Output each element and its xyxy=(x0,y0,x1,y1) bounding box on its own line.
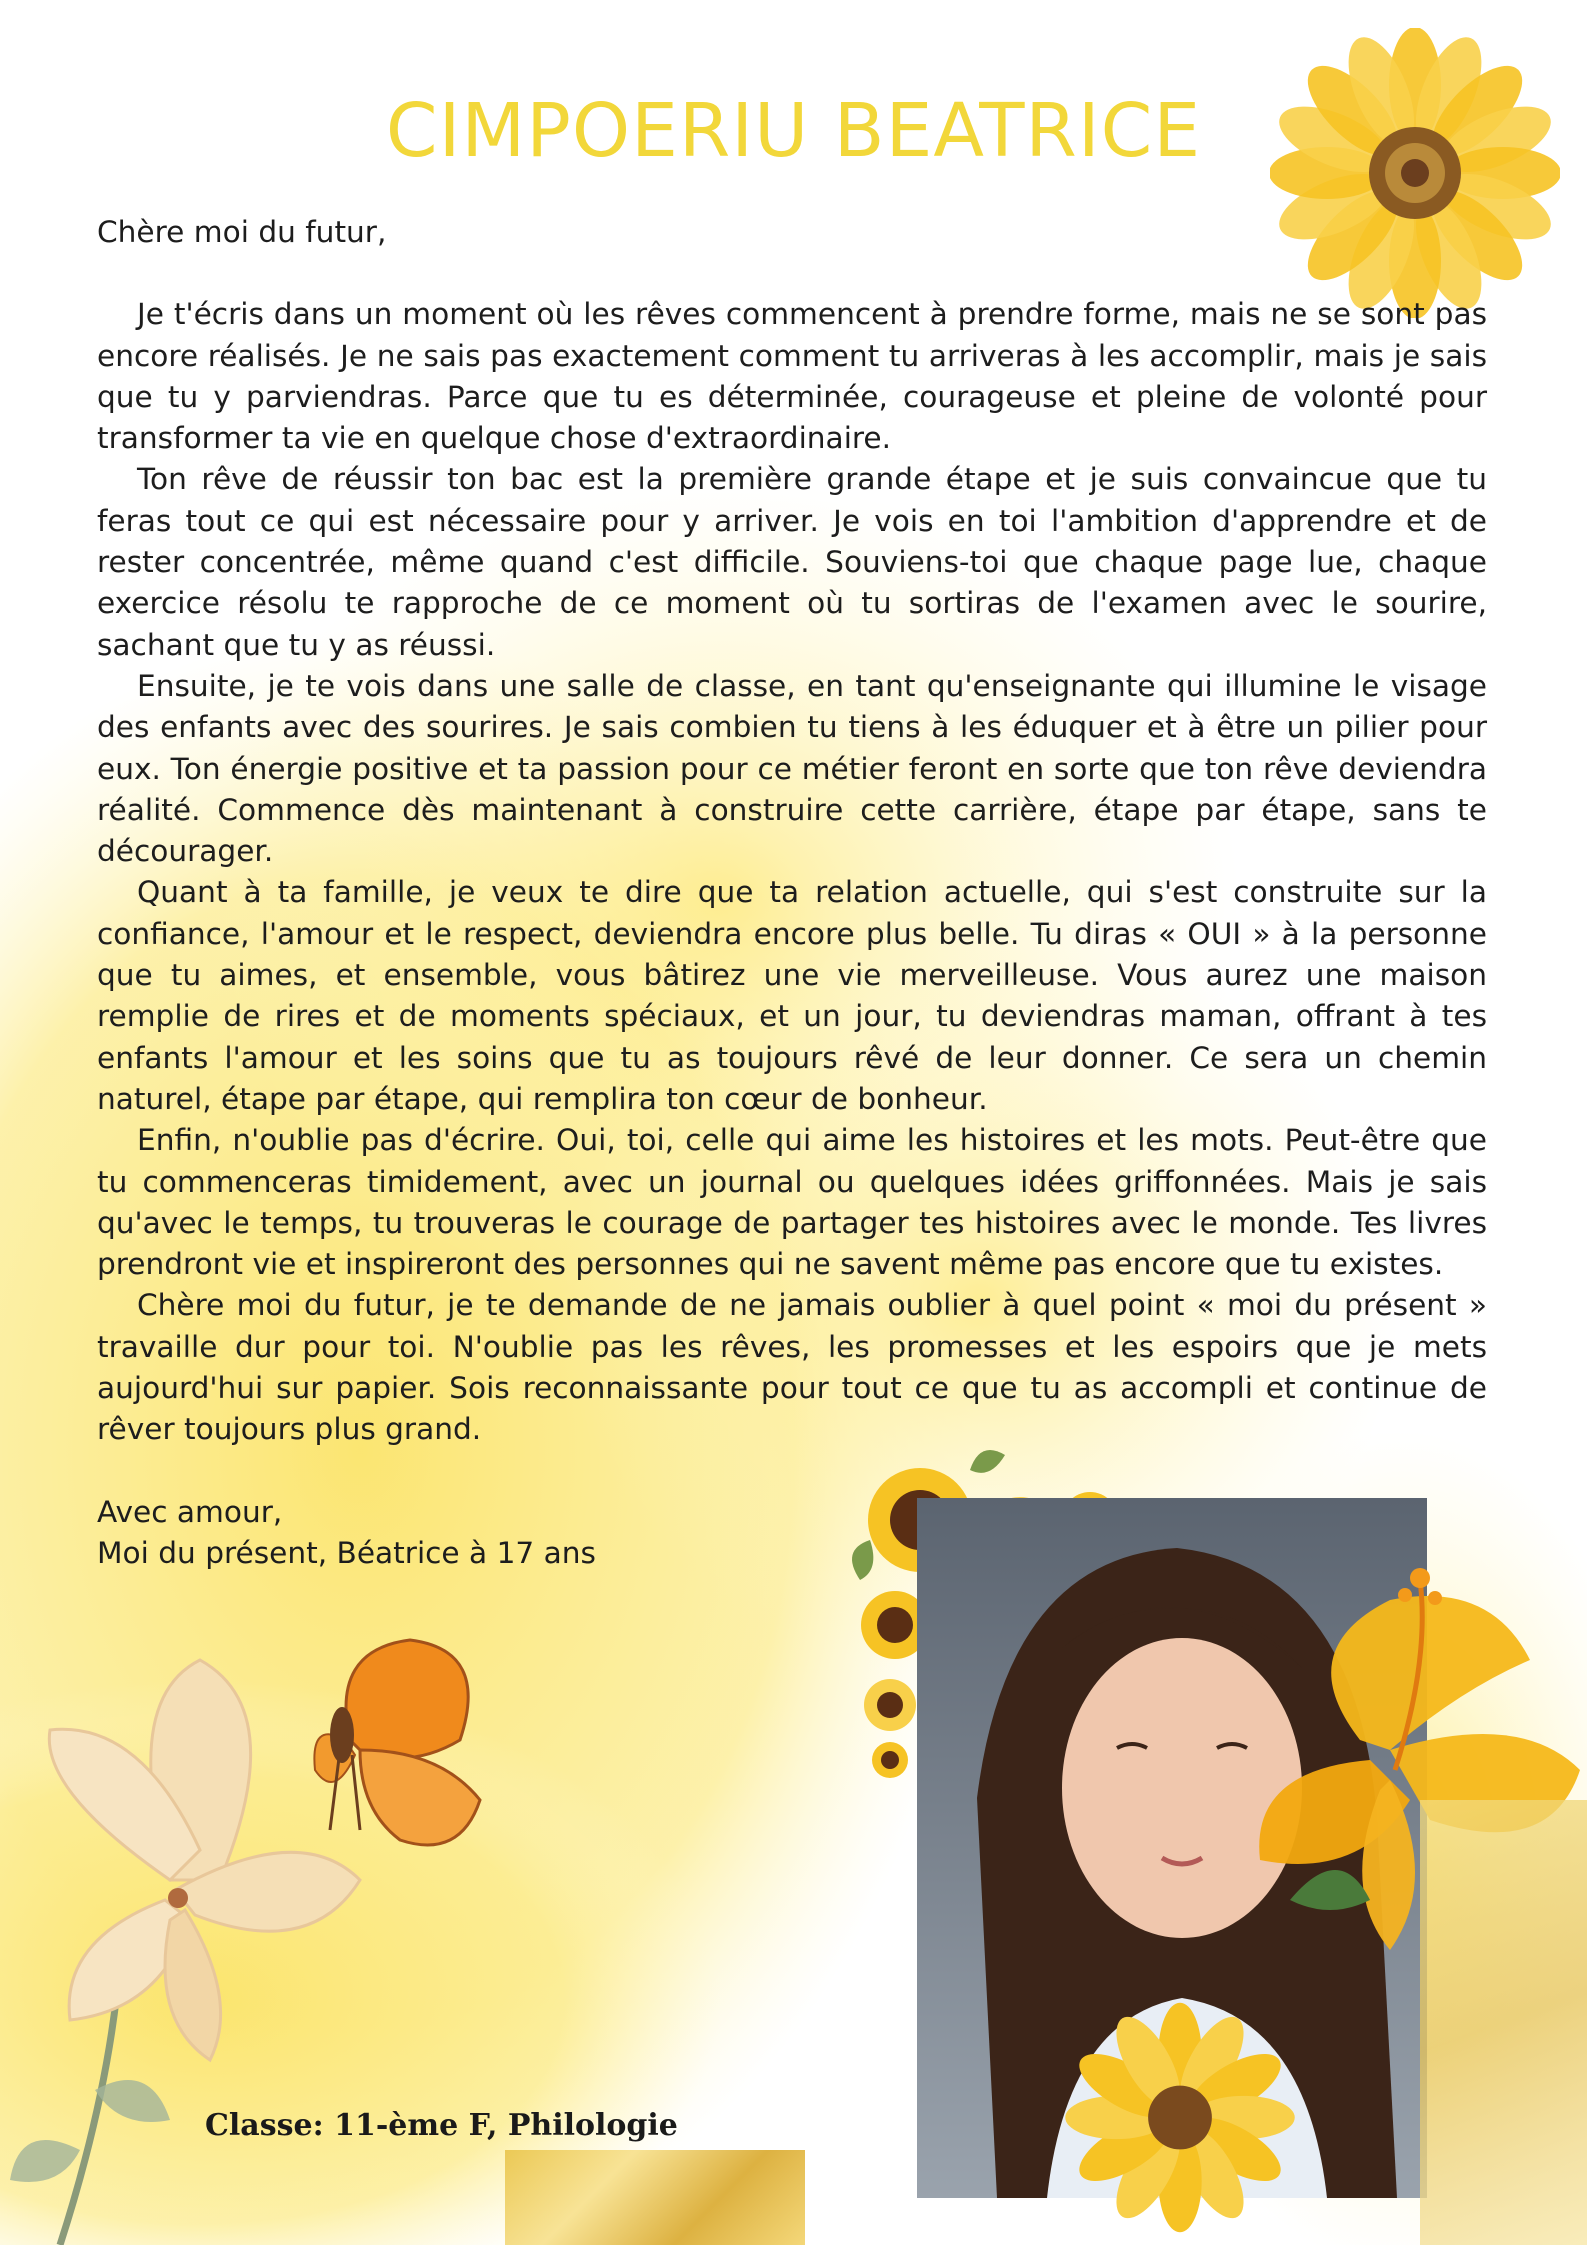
gold-foil-patch xyxy=(1420,1800,1587,2245)
letter-paragraph: Enfin, n'oublie pas d'écrire. Oui, toi, celle qui aime les histoires et les mots. Peut-être que tu commenceras timidement, avec un journal ou quelques idées griffonnées. Mais je sais qu'avec le temps, tu trouveras le courage de partager tes histoires avec le monde. Tes livres prendront vie et inspireront des personnes qui ne savent même pas encore que tu existes. xyxy=(97,1123,1487,1282)
bottom-sunflower-illustration xyxy=(980,1990,1380,2245)
letter-paragraph: Ensuite, je te vois dans une salle de classe, en tant qu'enseignante qui illumine le visage des enfants avec des sourires. Je sais combien tu tiens à les éduquer et à être un pilier pour eux. Ton énergie positive et ta passion pour ce métier feront en sorte que ton rêve deviendra réalité. Commence dès maintenant à construire cette carrière, étape par étape, sans te décourager. xyxy=(97,668,1487,869)
letter-paragraph: Ton rêve de réussir ton bac est la première grande étape et je suis convaincue que tu feras tout ce qui est nécessaire pour y arriver. Je vois en toi l'ambition d'apprendre et de rester concentrée, même quand c'est difficile. Souviens-toi que chaque page lue, chaque exercice résolu te rapproche de ce moment où tu sortiras de l'examen avec le sourire, sachant que tu y as réussi. xyxy=(97,462,1487,662)
butterfly-illustration xyxy=(290,1630,510,1870)
letter-signature: Moi du présent, Béatrice à 17 ans xyxy=(97,1535,596,1570)
class-label: Classe: 11-ème F, Philologie xyxy=(205,2108,678,2143)
letter-body xyxy=(97,212,1487,1574)
page-title: CIMPOERIU BEATRICE xyxy=(385,88,1202,174)
letter-paragraph: Je t'écris dans un moment où les rêves commencent à prendre forme, mais ne se sont pas encore réalisés. Je ne sais pas exactement comment tu arriveras à les accomplir, mais je sais que tu y parviendras. Parce que tu es déterminée, courageuse et pleine de volonté pour transformer ta vie en quelque chose d'extraordinaire. xyxy=(97,297,1487,456)
letter-paragraph: Quant à ta famille, je veux te dire que ta relation actuelle, qui s'est construite sur la confiance, l'amour et le respect, deviendra encore plus belle. Tu diras « OUI » à la personne que tu aimes, et ensemble, vous bâtirez une vie merveilleuse. Vous aurez une maison remplie de rires et de moments spéciaux, et un jour, tu deviendras maman, offrant à tes enfants l'amour et les soins que tu as toujours rêvé de leur donner. Ce sera un chemin naturel, étape par étape, qui remplira ton cœur de bonheur. xyxy=(97,875,1487,1116)
letter-greeting: Chère moi du futur, xyxy=(97,215,387,249)
letter-paragraph: Chère moi du futur, je te demande de ne jamais oublier à quel point « moi du présent » travaille dur pour toi. N'oublie pas les rêves, les promesses et les espoirs que je mets aujourd'hui sur papier. Sois reconnaissante pour tout ce que tu as accompli et continue de rêver toujours plus grand. xyxy=(97,1288,1487,1447)
letter-closing: Avec amour, xyxy=(97,1494,283,1529)
gold-foil-patch xyxy=(505,2150,805,2245)
